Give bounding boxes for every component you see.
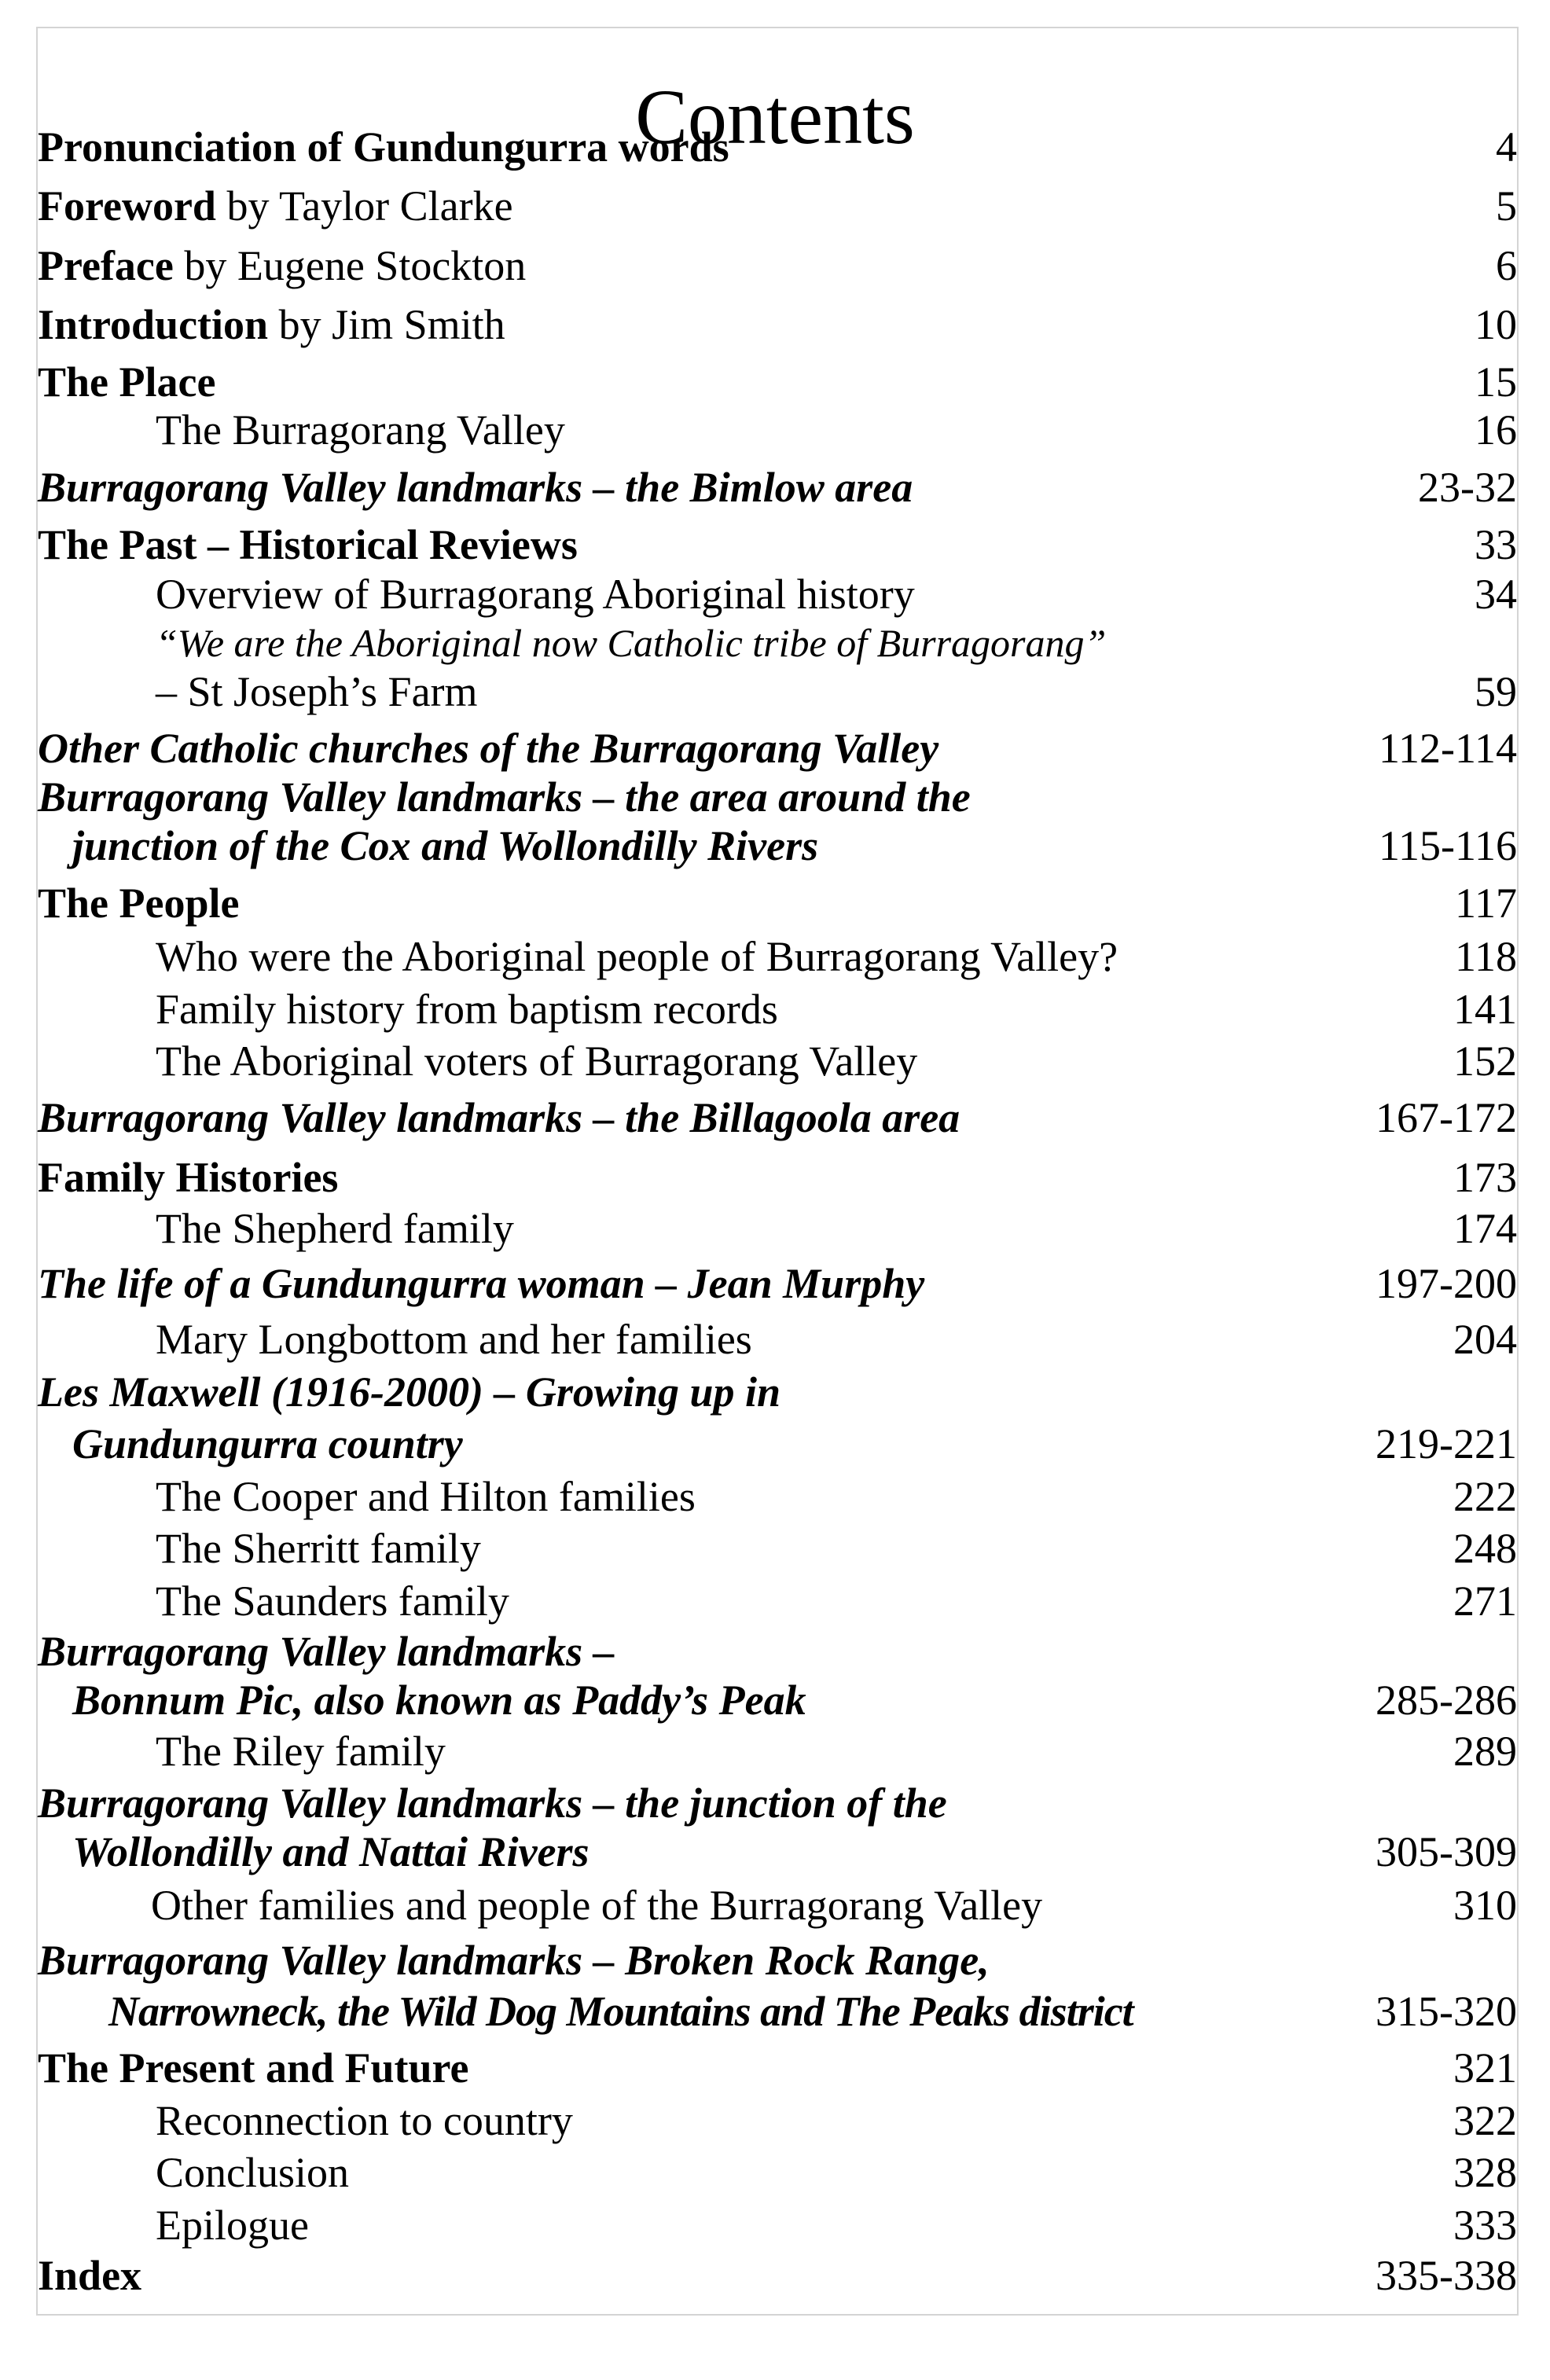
toc-entry-page: 222: [1453, 1473, 1517, 1520]
toc-entry-page: 152: [1453, 1038, 1517, 1085]
toc-entry-title: Gundungurra country: [72, 1420, 463, 1467]
toc-entry-page: 289: [1453, 1728, 1517, 1775]
toc-entry-page: 310: [1453, 1882, 1517, 1929]
toc-entry-page: 322: [1453, 2097, 1517, 2144]
toc-entry-page: 117: [1455, 880, 1517, 927]
toc-entry-title: The life of a Gundungurra woman – Jean Murphy: [38, 1260, 925, 1307]
toc-section-title: Family Histories: [38, 1154, 339, 1201]
toc-entry-title: Bonnum Pic, also known as Paddy’s Peak: [72, 1677, 806, 1724]
toc-entry-title: Wollondilly and Nattai Rivers: [72, 1828, 590, 1875]
toc-entry-page: 204: [1453, 1316, 1517, 1363]
toc-entry-title: Conclusion: [156, 2149, 350, 2196]
toc-section-title: The Present and Future: [38, 2044, 469, 2092]
toc-entry-page: 219-221: [1376, 1420, 1517, 1467]
toc-entry-title: Reconnection to country: [156, 2097, 573, 2144]
toc-entry-title: Who were the Aboriginal people of Burragorang Valley?: [156, 933, 1118, 980]
toc-entry-title: Preface: [38, 242, 174, 289]
toc-entry-title: The Saunders family: [156, 1577, 509, 1625]
toc-entry-page: 112-114: [1379, 725, 1517, 772]
toc-entry-page: 59: [1475, 668, 1517, 715]
toc-entry-page: 321: [1453, 2044, 1517, 2092]
toc-section-title: The People: [38, 880, 240, 927]
toc-entry-page: 173: [1453, 1154, 1517, 1201]
toc-entry-page: 248: [1453, 1525, 1517, 1572]
toc-entry-page: 10: [1475, 301, 1517, 348]
toc-entry-page: 328: [1453, 2149, 1517, 2196]
toc-entry-title: Epilogue: [156, 2202, 309, 2249]
page-title: Contents: [635, 73, 915, 160]
toc-entry-title: The Riley family: [156, 1728, 446, 1775]
toc-entry-subtitle: – St Joseph’s Farm: [156, 668, 478, 715]
toc-entry-page: 4: [1496, 123, 1517, 171]
toc-entry-title: Family history from baptism records: [156, 986, 778, 1033]
toc-entry-page: 335-338: [1376, 2252, 1517, 2299]
toc-entry-page: 141: [1453, 986, 1517, 1033]
toc-entry-author: by Taylor Clarke: [215, 182, 513, 230]
toc-section-title: The Past – Historical Reviews: [38, 521, 578, 568]
toc-entry-page: 197-200: [1376, 1260, 1517, 1307]
toc-entry-page: 6: [1496, 242, 1517, 289]
toc-entry-title: Burragorang Valley landmarks – the junction of the: [38, 1779, 947, 1827]
toc-entry-title: The Cooper and Hilton families: [156, 1473, 696, 1520]
toc-entry-title: Burragorang Valley landmarks – Broken Rock Range,: [38, 1937, 990, 1984]
toc-entry-page: 167-172: [1376, 1094, 1517, 1141]
toc-entry-page: 33: [1475, 521, 1517, 568]
toc-entry-title: “We are the Aboriginal now Catholic tribe of Burragorang”: [156, 621, 1107, 665]
toc-entry-page: 118: [1455, 933, 1517, 980]
toc-entry-page: 305-309: [1376, 1828, 1517, 1875]
toc-entry-page: 115-116: [1379, 822, 1517, 869]
toc-entry-page: 271: [1453, 1577, 1517, 1625]
toc-entry-title: The Shepherd family: [156, 1205, 514, 1252]
toc-entry-page: 15: [1475, 358, 1517, 406]
toc-entry-page: 174: [1453, 1205, 1517, 1252]
toc-entry-title: The Aboriginal voters of Burragorang Valley: [156, 1038, 918, 1085]
toc-section-title: Index: [38, 2252, 142, 2299]
toc-entry-title: Foreword: [38, 182, 216, 230]
toc-entry-title: Overview of Burragorang Aboriginal history: [156, 571, 915, 618]
toc-entry-title: Burragorang Valley landmarks –: [38, 1628, 615, 1675]
toc-entry-title: Other Catholic churches of the Burragorang Valley: [38, 725, 939, 772]
toc-entry-title: Burragorang Valley landmarks – the Billagoola area: [38, 1094, 960, 1141]
toc-entry-author: by Eugene Stockton: [173, 242, 527, 289]
toc-entry-title: Les Maxwell (1916-2000) – Growing up in: [38, 1368, 781, 1416]
toc-section-title: The Place: [38, 358, 216, 406]
toc-entry-title: Narrowneck, the Wild Dog Mountains and The Peaks district: [108, 1988, 1133, 2035]
toc-entry-title: Other families and people of the Burragorang Valley: [151, 1882, 1043, 1929]
toc-entry-title: Burragorang Valley landmarks – the area around the: [38, 773, 971, 821]
toc-entry-title: junction of the Cox and Wollondilly Rivers: [72, 822, 819, 869]
toc-entry-page: 333: [1453, 2202, 1517, 2249]
toc-entry-page: 315-320: [1376, 1988, 1517, 2035]
toc-entry-page: 34: [1475, 571, 1517, 618]
toc-entry-page: 23-32: [1418, 464, 1517, 511]
toc-entry-page: 5: [1496, 182, 1517, 230]
toc-entry-author: by Jim Smith: [268, 301, 505, 348]
toc-entry-title: The Sherritt family: [156, 1525, 481, 1572]
toc-entry-title: Introduction: [38, 301, 269, 348]
toc-entry-page: 16: [1475, 406, 1517, 454]
toc-entry-title: Pronunciation of Gundungurra words: [38, 123, 729, 171]
toc-entry-title: Burragorang Valley landmarks – the Bimlow area: [38, 464, 913, 511]
toc-entry-title: Mary Longbottom and her families: [156, 1316, 752, 1363]
toc-entry-page: 285-286: [1376, 1677, 1517, 1724]
toc-entry-title: The Burragorang Valley: [156, 406, 565, 454]
